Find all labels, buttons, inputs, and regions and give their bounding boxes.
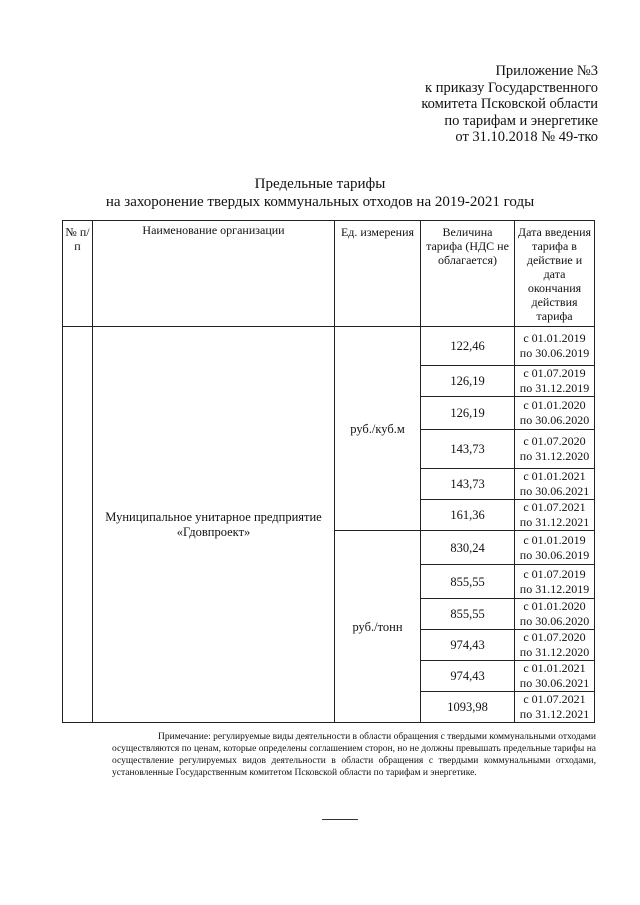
period-from: с 01.07.2019	[523, 566, 586, 581]
rate-value: 1093,98	[421, 692, 515, 723]
rate-value: 126,19	[421, 366, 515, 397]
appendix-line: от 31.10.2018 № 49-тко	[455, 129, 598, 145]
period-to: по 30.06.2020	[519, 614, 590, 628]
header-rate: Величина тарифа (НДС не облагается)	[421, 221, 515, 327]
rate-value: 122,46	[421, 327, 515, 366]
period-cell	[515, 469, 595, 500]
period-from: с 01.01.2019	[523, 331, 586, 345]
period-from: с 01.01.2019	[523, 532, 586, 547]
period-to: по 30.06.2021	[519, 676, 590, 690]
period-cell	[515, 500, 595, 531]
rate-value: 143,73	[421, 430, 515, 469]
rate-value: 126,19	[421, 397, 515, 430]
period-cell	[515, 327, 595, 366]
period-cell	[515, 599, 595, 630]
period-cell	[515, 630, 595, 661]
tariffs-table	[62, 220, 595, 723]
closing-rule	[322, 819, 358, 820]
title-line-1: Предельные тарифы	[254, 176, 386, 192]
period-from: с 01.07.2021	[523, 500, 586, 514]
period-to: по 31.12.2020	[519, 645, 590, 659]
period-from: с 01.07.2019	[523, 366, 586, 380]
rate-value: 143,73	[421, 469, 515, 500]
period-from: с 01.01.2020	[523, 599, 586, 613]
period-cell	[515, 531, 595, 565]
period-cell	[515, 565, 595, 599]
unit-ton: руб./тонн	[335, 531, 421, 723]
appendix-line: Приложение №3	[495, 63, 598, 79]
header-date: Дата введения тарифа в действие и дата окончания действия тарифа	[515, 221, 595, 327]
period-cell	[515, 430, 595, 469]
row-number-cell	[63, 327, 93, 723]
document-title	[0, 175, 640, 211]
header-number: № п/п	[63, 221, 93, 327]
rate-value: 855,55	[421, 565, 515, 599]
period-from: с 01.01.2021	[523, 661, 586, 675]
period-to: по 30.06.2020	[519, 413, 590, 427]
unit-cubic: руб./куб.м	[335, 327, 421, 531]
period-cell	[515, 661, 595, 692]
appendix-line: комитета Псковской области	[421, 96, 598, 112]
period-to: по 30.06.2019	[519, 346, 590, 360]
period-to: по 31.12.2020	[519, 449, 590, 463]
period-to: по 30.06.2021	[519, 484, 590, 498]
appendix-header	[421, 63, 598, 146]
appendix-line: по тарифам и энергетике	[444, 112, 598, 129]
period-cell	[515, 397, 595, 430]
title-line-2: на захоронение твердых коммунальных отходов на 2019-2021 годы	[105, 194, 535, 210]
period-from: с 01.01.2021	[523, 469, 586, 483]
period-cell	[515, 366, 595, 397]
period-to: по 31.12.2019	[519, 581, 590, 596]
period-from: с 01.01.2020	[523, 398, 586, 412]
period-from: с 01.07.2020	[523, 434, 586, 448]
rate-value: 855,55	[421, 599, 515, 630]
rate-value: 830,24	[421, 531, 515, 565]
header-unit: Ед. измерения	[335, 221, 421, 327]
period-to: по 31.12.2021	[519, 707, 590, 721]
rate-value: 161,36	[421, 500, 515, 531]
rate-value: 974,43	[421, 661, 515, 692]
period-to: по 31.12.2019	[519, 381, 590, 395]
period-to: по 30.06.2019	[519, 547, 590, 562]
table-row	[63, 327, 595, 366]
rate-value: 974,43	[421, 630, 515, 661]
appendix-line: к приказу Государственного	[425, 79, 598, 96]
period-to: по 31.12.2021	[519, 515, 590, 529]
organization-name: Муниципальное унитарное предприятие «Гдовпроект»	[93, 327, 335, 723]
period-from: с 01.07.2021	[523, 692, 586, 706]
header-organization: Наименование организации	[93, 221, 335, 327]
footnote	[112, 731, 596, 779]
note-text: Примечание: регулируемые виды деятельности в области обращения с твердыми коммунальными отходами осуществляются по ценам, которые определены соглашением сторон, но не должны превышать предельные тарифы на осуществление регулируемых видов деятельности в области обращения с твердыми коммунальными отходами, установленные Государственным комитетом Псковской области по тарифам и энергетике.	[112, 732, 596, 778]
period-cell	[515, 692, 595, 723]
period-from: с 01.07.2020	[523, 630, 586, 644]
